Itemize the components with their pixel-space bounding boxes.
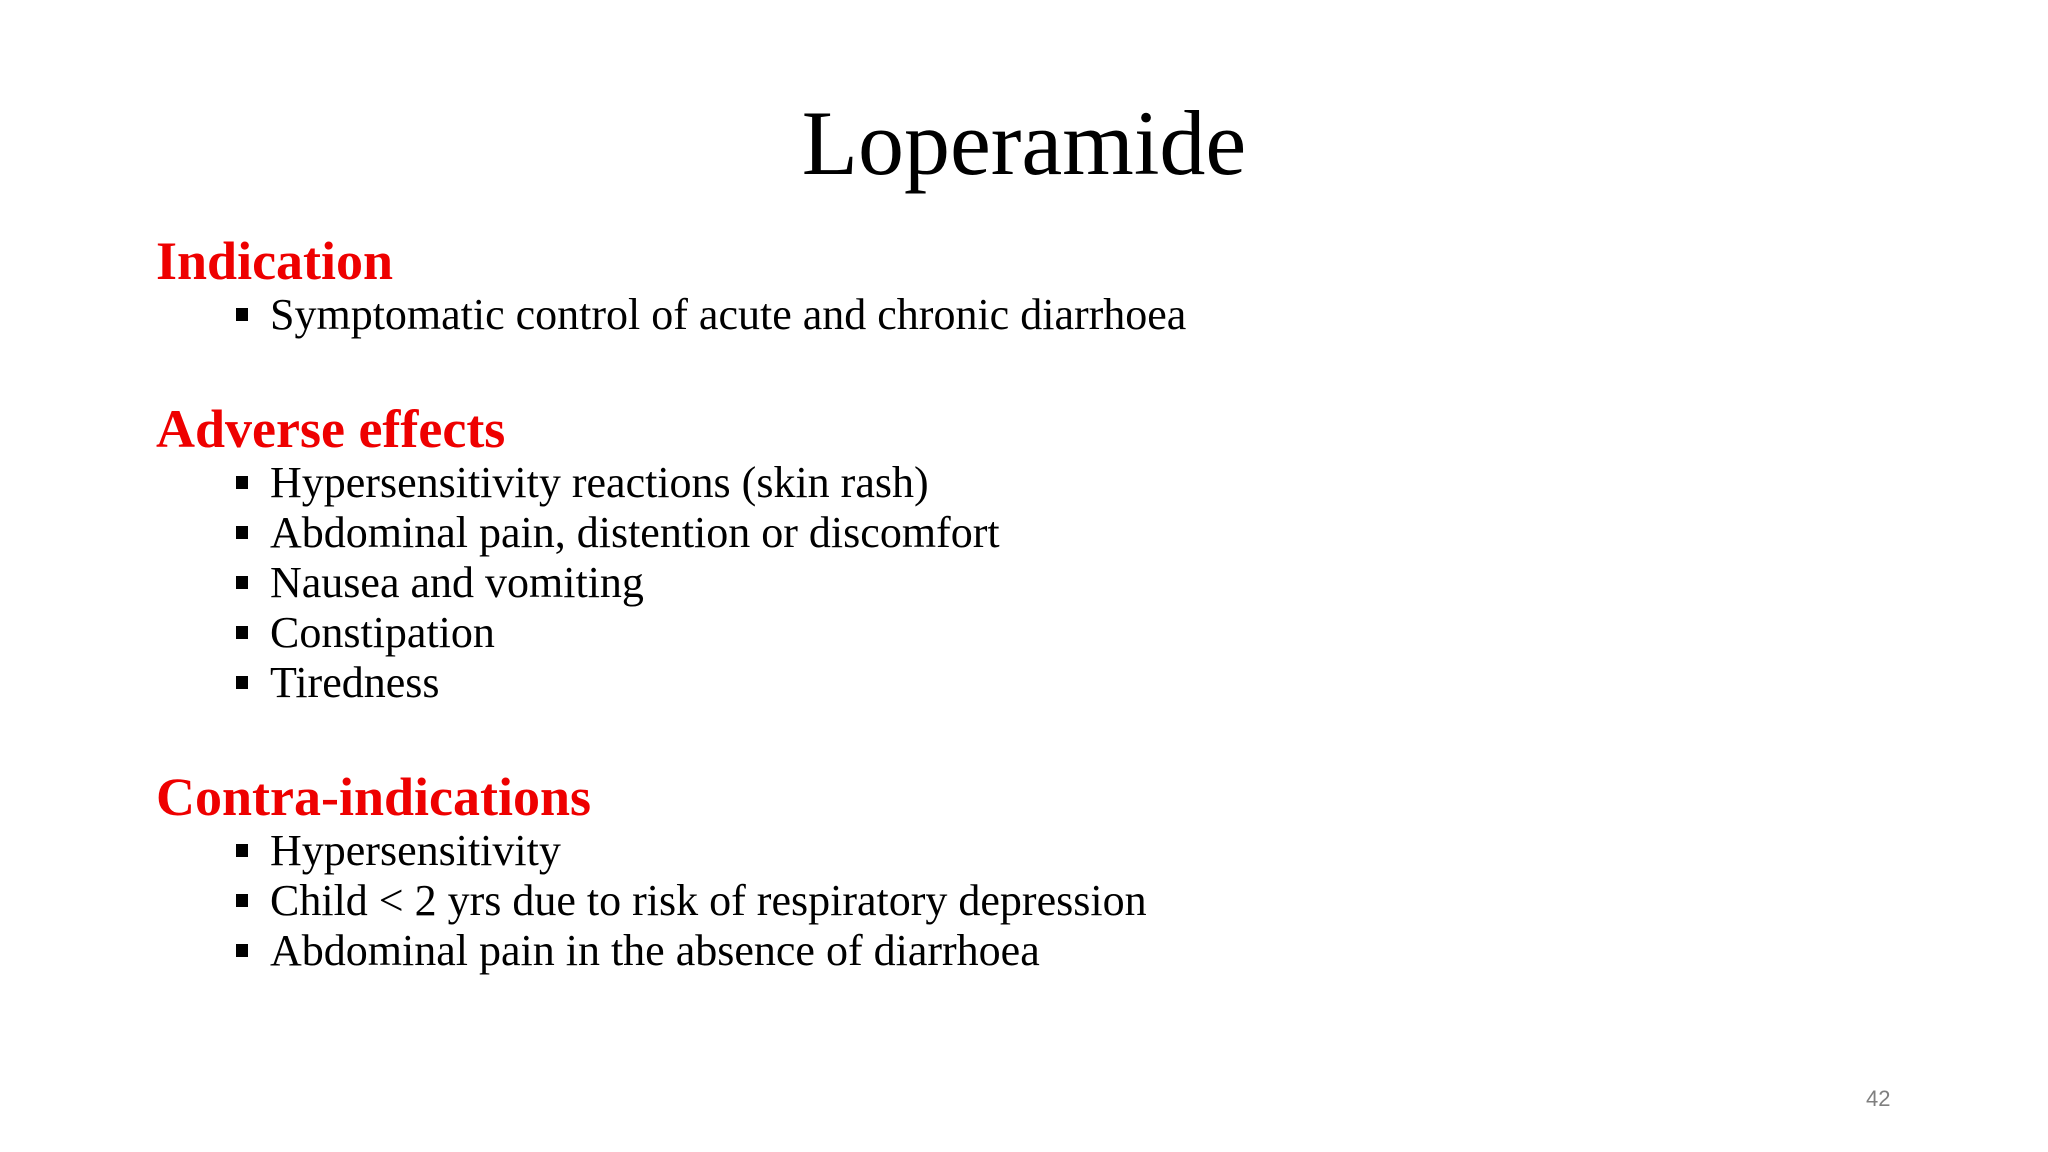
list-item-text: Hypersensitivity reactions (skin rash)	[270, 458, 929, 507]
list-item-text: Tiredness	[270, 658, 440, 707]
list-item-text: Hypersensitivity	[270, 826, 561, 875]
list-item	[236, 826, 1147, 876]
slide-title: Loperamide	[801, 92, 1247, 194]
list-item	[236, 926, 1147, 976]
list-item	[236, 458, 1000, 508]
square-bullet-icon	[236, 526, 248, 539]
section-heading: Contra-indications	[156, 767, 592, 827]
list-item-text: Constipation	[270, 608, 495, 657]
square-bullet-icon	[236, 944, 248, 957]
section-heading: Indication	[156, 231, 394, 291]
list-item	[236, 290, 1186, 340]
section-heading: Adverse effects	[156, 399, 506, 459]
list-item	[236, 876, 1147, 926]
square-bullet-icon	[236, 626, 248, 639]
page-number: 42	[1866, 1086, 1891, 1111]
square-bullet-icon	[236, 894, 248, 907]
square-bullet-icon	[236, 676, 248, 689]
list-item-text: Abdominal pain in the absence of diarrhoea	[270, 926, 1040, 975]
bullet-list	[156, 826, 1147, 976]
list-item	[236, 558, 1000, 608]
square-bullet-icon	[236, 576, 248, 589]
section-indication	[156, 232, 1186, 340]
square-bullet-icon	[236, 844, 248, 857]
list-item-text: Symptomatic control of acute and chronic diarrhoea	[270, 290, 1187, 339]
list-item	[236, 658, 1000, 708]
list-item-text: Nausea and vomiting	[270, 558, 644, 607]
bullet-list	[156, 290, 1186, 340]
square-bullet-icon	[236, 308, 248, 321]
square-bullet-icon	[236, 476, 248, 489]
list-item-text: Child < 2 yrs due to risk of respiratory depression	[270, 876, 1147, 925]
bullet-list	[156, 458, 1000, 708]
section-adverse-effects	[156, 400, 1000, 708]
list-item	[236, 508, 1000, 558]
list-item	[236, 608, 1000, 658]
list-item-text: Abdominal pain, distention or discomfort	[270, 508, 1000, 557]
section-contra-indications	[156, 768, 1147, 976]
